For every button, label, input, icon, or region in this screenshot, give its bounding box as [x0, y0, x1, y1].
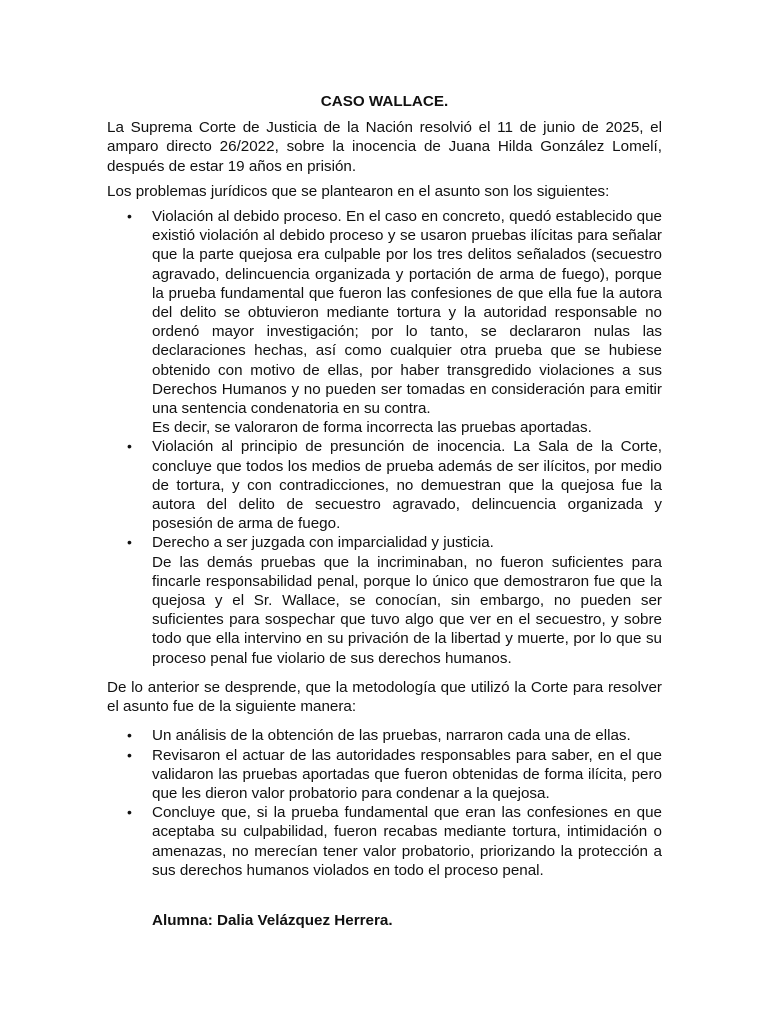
bullet-icon: •: [127, 746, 132, 763]
list-item: [107, 726, 662, 745]
list-item: [107, 437, 662, 533]
list-item-text: Violación al debido proceso. En el caso en concreto, quedó establecido que existió violación al debido proceso y se usaron pruebas ilícitas para señalar que la parte quejosa era culpable por los tres delitos señalados (secuestro agravado, delincuencia organizada y portación de arma de fuego), porque la prueba fundamental que fueron las confesiones de que ella fue la autora del delito se obtuvieron mediante tortura y la autoridad responsable no ordenó mayor investigación; por lo tanto, se declararon nulas las declaraciones hechas, así como cualquier otra prueba que se hubiese obtenido con motivo de ellas, por haber transgredido violaciones a sus Derechos Humanos y no pueden ser tomadas en consideración para emitir una sentencia condenatoria en su contra.: [152, 208, 662, 418]
list-item-text: Un análisis de la obtención de las pruebas, narraron cada una de ellas.: [152, 727, 631, 745]
signature: Alumna: Dalia Velázquez Herrera.: [152, 911, 393, 929]
bullet-icon: •: [127, 727, 132, 744]
list-item: [107, 746, 662, 804]
intro-paragraph: La Suprema Corte de Justicia de la Nación resolvió el 11 de junio de 2025, el amparo directo 26/2022, sobre la inocencia de Juana Hilda González Lomelí, después de estar 19 años en prisión.: [107, 119, 662, 175]
list-item-text: Violación al principio de presunción de inocencia. La Sala de la Corte, concluye que todos los medios de prueba además de ser ilícitos, por medio de tortura, y con contradicciones, no demuestran que la quejosa fue la autora del delito de secuestro agravado, delincuencia organizada y posesión de arma de fuego.: [152, 438, 662, 533]
document-title: CASO WALLACE.: [320, 93, 449, 110]
list-item-subtext: De las demás pruebas que la incriminaban, no fueron suficientes para fincarle responsabilidad penal, porque lo único que demostraron fue que la quejosa y el Sr. Wallace, se conocían, sin embargo, no pueden ser suficientes para sospechar que tuvo algo que ver en el secuestro, y sobre todo que ella intervino en su privación de la libertad y muerte, por lo que su proceso penal fue violario de sus derechos humanos.: [152, 553, 662, 667]
bullet-icon: •: [127, 534, 132, 551]
bullet-icon: •: [127, 438, 132, 455]
list-item-subtext: Es decir, se valoraron de forma incorrecta las pruebas aportadas.: [152, 419, 592, 437]
list-item: [107, 207, 662, 437]
methods-list: [107, 726, 662, 880]
problems-intro-paragraph: Los problemas jurídicos que se plantearon en el asunto son los siguientes:: [107, 182, 610, 200]
document-page: [107, 92, 662, 930]
list-item: [107, 803, 662, 880]
list-item-text: Derecho a ser juzgada con imparcialidad y justicia.: [152, 534, 494, 552]
bullet-icon: •: [127, 208, 132, 225]
bullet-icon: •: [127, 804, 132, 821]
problems-list: [107, 207, 662, 668]
method-intro-paragraph: De lo anterior se desprende, que la metodología que utilizó la Corte para resolver el asunto fue de la siguiente manera:: [107, 678, 662, 716]
list-item-text: Revisaron el actuar de las autoridades responsables para saber, en el que validaron las pruebas aportadas que fueron obtenidas de forma ilícita, pero que les dieron valor probatorio para condenar a la quejosa.: [152, 746, 662, 802]
list-item: [107, 533, 662, 667]
list-item-text: Concluye que, si la prueba fundamental que eran las confesiones en que aceptaba su culpabilidad, fueron recabas mediante tortura, intimidación o amenazas, no merecían tener valor probatorio, priorizando la protección a sus derechos humanos violados en todo el proceso penal.: [152, 804, 662, 879]
